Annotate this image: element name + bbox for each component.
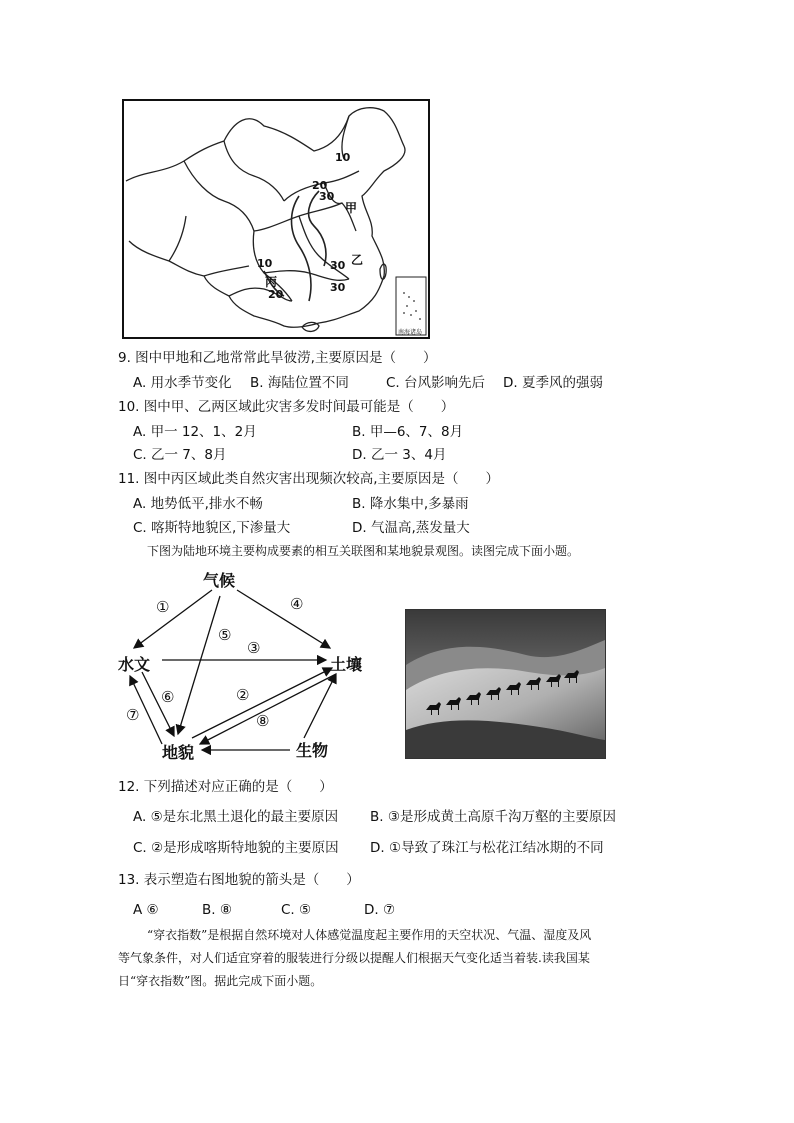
node-landform: 地貌: [162, 743, 195, 762]
q9-option-d: D. 夏季风的强弱: [503, 375, 603, 391]
arrow-label-7: ⑦: [126, 706, 140, 724]
china-map-svg: [124, 101, 428, 337]
element-relation-diagram: [112, 568, 372, 768]
q11-option-b: B. 降水集中,多暴雨: [352, 496, 469, 512]
q13-option-d: D. ⑦: [364, 902, 396, 918]
arrow-label-3: ③: [247, 639, 261, 657]
q13-option-b: B. ⑧: [202, 902, 232, 918]
intro-paragraph-2-line-3: 日“穿衣指数”图。据此完成下面小题。: [118, 974, 323, 988]
intro-paragraph-1: 下图为陆地环境主要构成要素的相互关联图和某地貌景观图。读图完成下面小题。: [147, 544, 580, 558]
q9-option-c: C. 台风影响先后: [386, 375, 486, 391]
isoline-label-30: 30: [319, 190, 335, 203]
q9-option-b: B. 海陆位置不同: [250, 375, 349, 391]
arrow-label-1: ①: [156, 598, 170, 616]
q12-option-c: C. ②是形成喀斯特地貌的主要原因: [133, 840, 339, 856]
isoline-label-20-south: 20: [268, 288, 284, 301]
node-climate: 气候: [203, 571, 236, 590]
q12-stem: 12. 下列描述对应正确的是（ ）: [118, 779, 333, 795]
intro-paragraph-2-line-1: “穿衣指数”是根据自然环境对人体感觉温度起主要作用的天空状况、气温、湿度及风: [147, 928, 592, 942]
region-label-jia: 甲: [345, 201, 358, 215]
q10-option-d: D. 乙一 3、4月: [352, 447, 447, 463]
isoline-label-10-west: 10: [257, 257, 273, 270]
arrow-label-6: ⑥: [161, 688, 175, 706]
region-label-bing: 丙: [265, 275, 278, 289]
q9-stem: 9. 图中甲地和乙地常常此旱彼涝,主要原因是（ ）: [118, 350, 437, 366]
inset-label: 南海诸岛: [398, 329, 423, 336]
arrow-label-2: ②: [236, 686, 250, 704]
isoline-label-10: 10: [335, 151, 351, 164]
q11-stem: 11. 图中丙区域此类自然灾害出现频次较高,主要原因是（ ）: [118, 471, 500, 487]
q12-option-b: B. ③是形成黄土高原千沟万壑的主要原因: [370, 809, 616, 825]
q10-option-c: C. 乙一 7、8月: [133, 447, 227, 463]
q13-stem: 13. 表示塑造右图地貌的箭头是（ ）: [118, 872, 360, 888]
q10-stem: 10. 图中甲、乙两区域此灾害多发时间最可能是（ ）: [118, 399, 455, 415]
node-soil: 土壤: [330, 655, 363, 674]
q10-option-b: B. 甲—6、7、8月: [352, 424, 464, 440]
q12-option-d: D. ①导致了珠江与松花江结冰期的不同: [370, 840, 604, 856]
arrow-label-4: ④: [290, 595, 304, 613]
q11-option-d: D. 气温高,蒸发量大: [352, 520, 470, 536]
desert-landform-photo: [405, 609, 606, 759]
q11-option-a: A. 地势低平,排水不畅: [133, 496, 263, 512]
q9-option-a: A. 用水季节变化: [133, 375, 232, 391]
q12-option-a: A. ⑤是东北黑土退化的最主要原因: [133, 809, 339, 825]
node-biology: 生物: [296, 741, 329, 760]
isoline-label-30-south: 30: [330, 281, 346, 294]
arrow-label-8: ⑧: [256, 712, 270, 730]
isoline-label-20: 20: [312, 179, 328, 192]
region-label-yi: 乙: [351, 253, 364, 267]
q10-option-a: A. 甲一 12、1、2月: [133, 424, 257, 440]
arrow-label-5: ⑤: [218, 626, 232, 644]
q13-option-a: A ⑥: [133, 902, 159, 918]
china-map-figure: [122, 99, 430, 339]
q11-option-c: C. 喀斯特地貌区,下渗量大: [133, 520, 291, 536]
node-hydrology: 水文: [118, 655, 151, 674]
desert-photo-svg: [406, 610, 605, 758]
isoline-label-30-east: 30: [330, 259, 346, 272]
q13-option-c: C. ⑤: [281, 902, 312, 918]
intro-paragraph-2-line-2: 等气象条件，对人们适宜穿着的服装进行分级以提醒人们根据天气变化适当着装.读我国某: [118, 951, 590, 965]
